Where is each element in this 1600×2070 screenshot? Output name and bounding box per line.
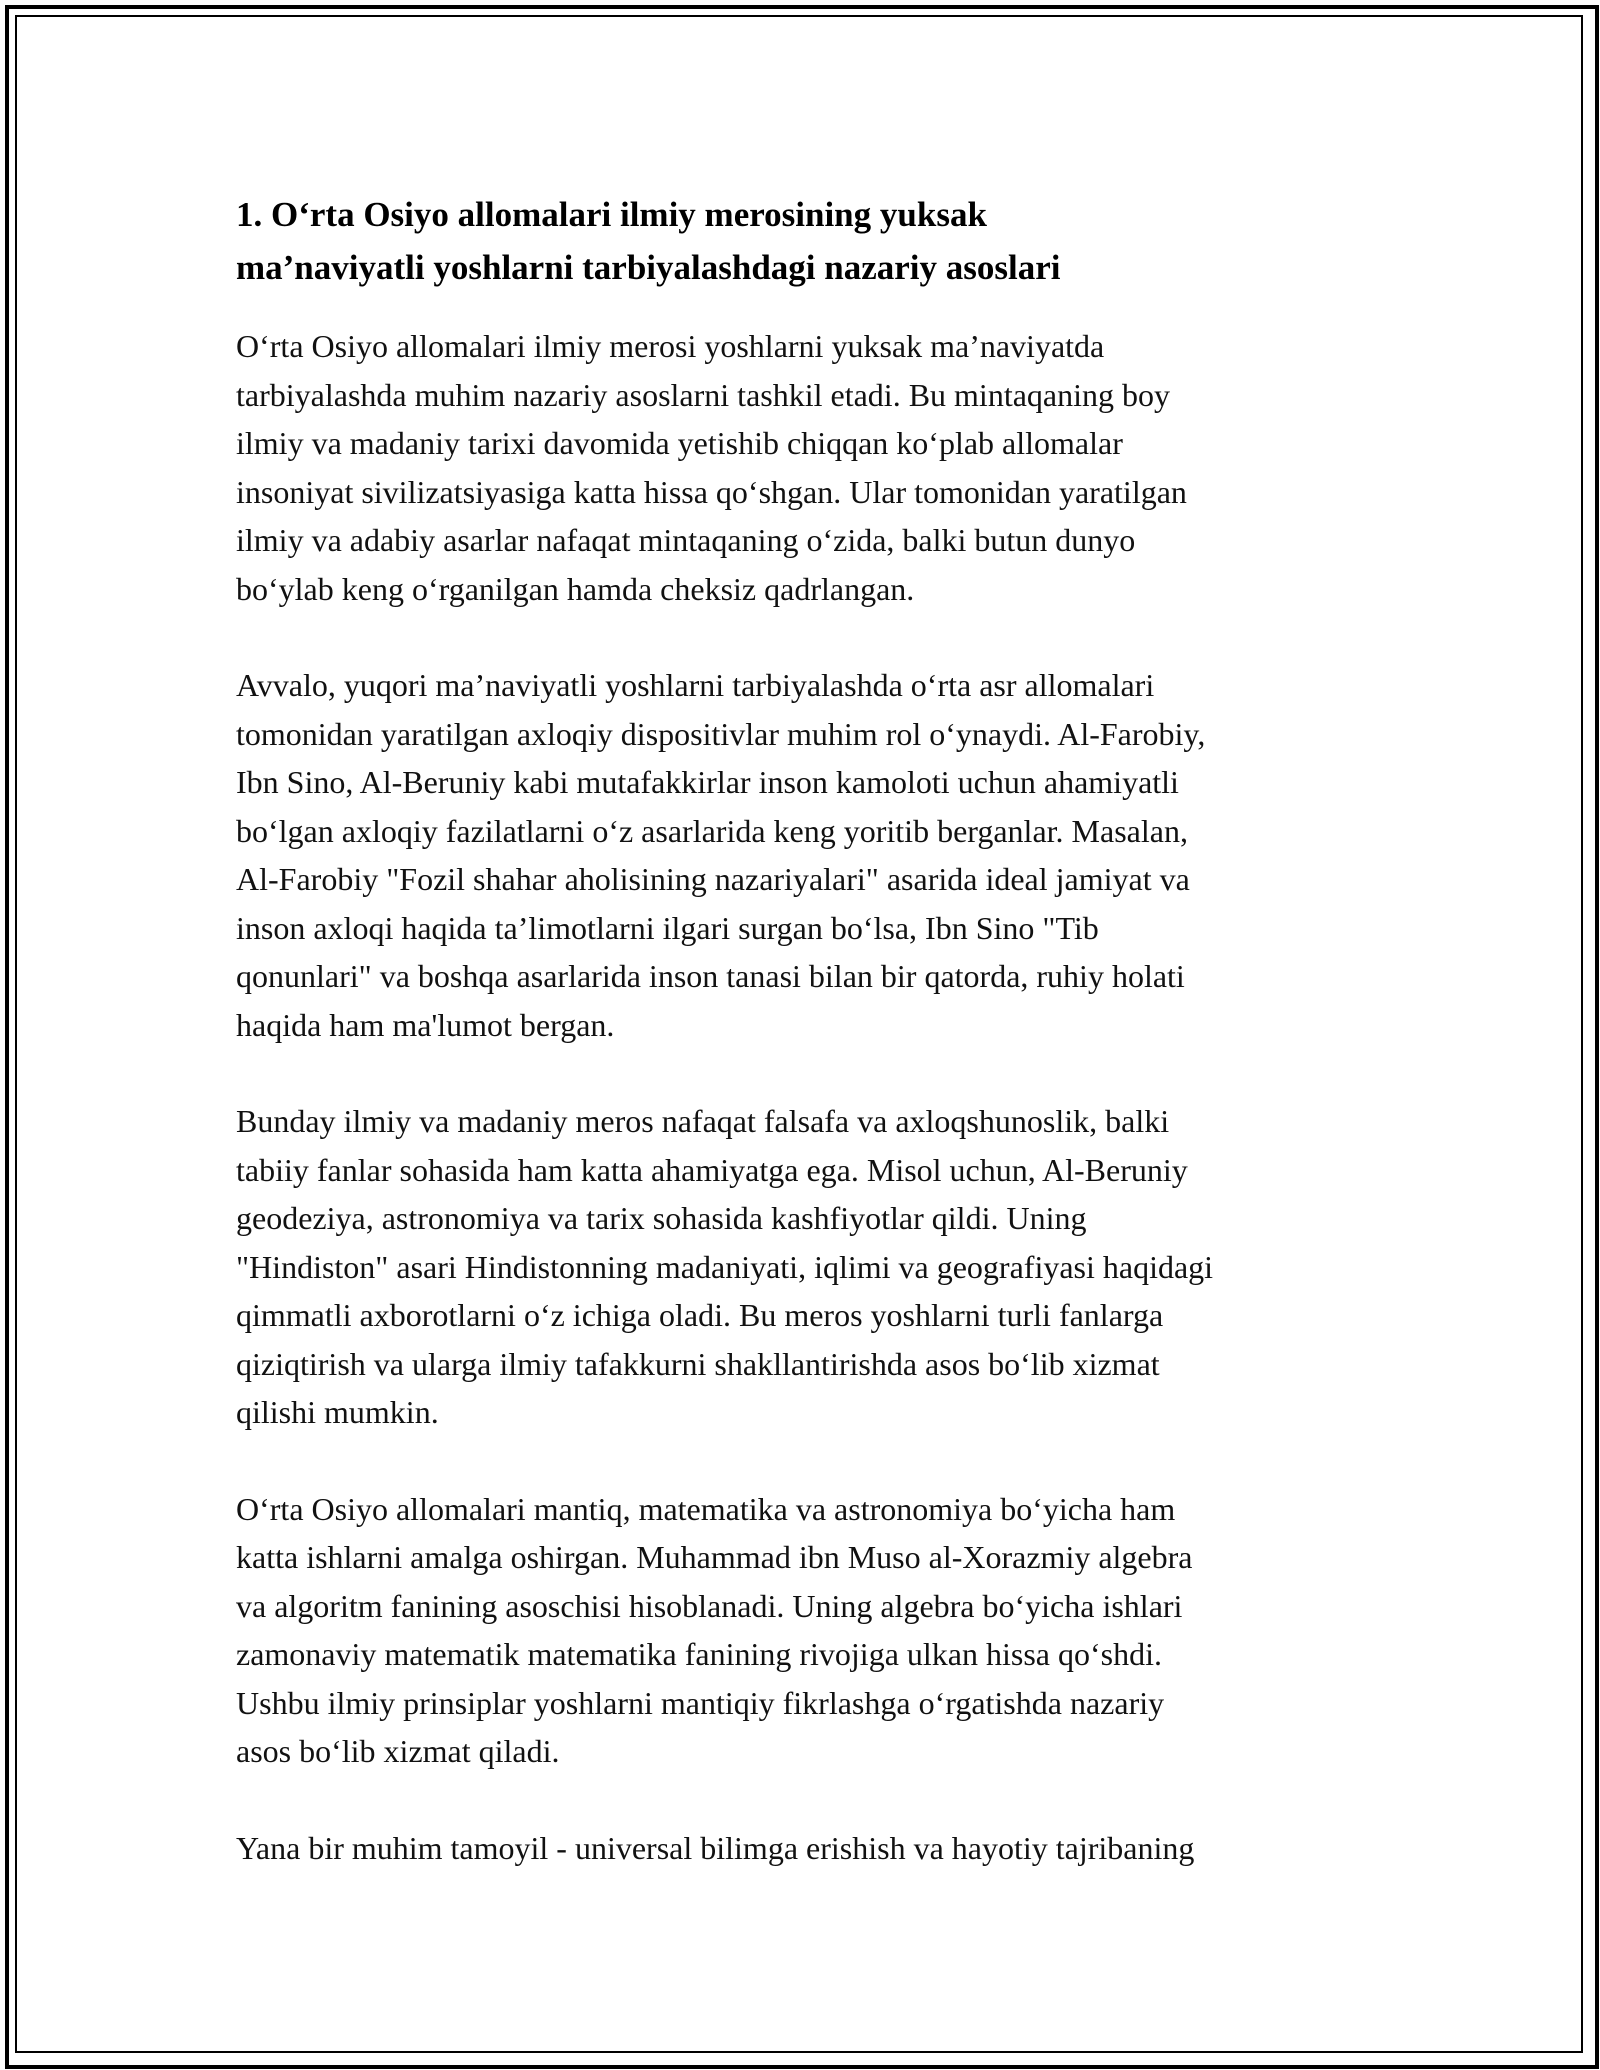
text-line: O‘rta Osiyo allomalari mantiq, matematika va astronomiya bo‘yicha ham	[236, 1490, 1176, 1527]
paragraph-natural-sciences	[236, 1097, 1396, 1437]
paragraph-mathematics	[236, 1485, 1396, 1776]
section-heading	[236, 188, 1396, 294]
text-line: zamonaviy matematik matematika fanining rivojiga ulkan hissa qo‘shdi.	[236, 1636, 1162, 1672]
document-body	[236, 188, 1396, 1920]
text-line: qiziqtirish va ularga ilmiy tafakkurni shakllantirishda asos bo‘lib xizmat	[236, 1345, 1160, 1382]
text-line: O‘rta Osiyo allomalari ilmiy merosi yoshlarni yuksak ma’naviyatda	[236, 328, 1105, 364]
paragraph-ethics	[236, 661, 1396, 1049]
text-line: qonunlari" va boshqa asarlarida inson tanasi bilan bir qatorda, ruhiy holati	[236, 958, 1185, 994]
text-line: ilmiy va adabiy asarlar nafaqat mintaqaning o‘zida, balki butun dunyo	[236, 522, 1136, 558]
text-line: tomonidan yaratilgan axloqiy dispositivlar muhim rol o‘ynaydi. Al-Farobiy,	[236, 715, 1206, 752]
text-line: Ushbu ilmiy prinsiplar yoshlarni mantiqiy fikrlashga o‘rgatishda nazariy	[236, 1684, 1165, 1721]
text-line: haqida ham ma'lumot bergan.	[236, 1006, 615, 1043]
text-line: Al-Farobiy "Fozil shahar aholisining nazariyalari" asarida ideal jamiyat va	[236, 861, 1190, 897]
text-line: katta ishlarni amalga oshirgan. Muhammad ibn Muso al-Xorazmiy algebra	[236, 1539, 1193, 1575]
paragraph-intro	[236, 322, 1396, 613]
text-line: tarbiyalashda muhim nazariy asoslarni tashkil etadi. Bu mintaqaning boy	[236, 376, 1170, 413]
text-line: Bunday ilmiy va madaniy meros nafaqat falsafa va axloqshunoslik, balki	[236, 1103, 1170, 1139]
text-line: qilishi mumkin.	[236, 1394, 439, 1430]
text-line: tabiiy fanlar sohasida ham katta ahamiyatga ega. Misol uchun, Al-Beruniy	[236, 1151, 1188, 1188]
text-line: inson axloqi haqida ta’limotlarni ilgari surgan bo‘lsa, Ibn Sino "Tib	[236, 909, 1099, 946]
text-line: ilmiy va madaniy tarixi davomida yetishib chiqqan ko‘plab allomalar	[236, 425, 1123, 461]
text-line: insoniyat sivilizatsiyasiga katta hissa qo‘shgan. Ular tomonidan yaratilgan	[236, 473, 1187, 510]
text-line: "Hindiston" asari Hindistonning madaniyati, iqlimi va geografiyasi haqidagi	[236, 1248, 1214, 1285]
text-line: qimmatli axborotlarni o‘z ichiga oladi. Bu meros yoshlarni turli fanlarga	[236, 1297, 1164, 1333]
heading-line: ma’naviyatli yoshlarni tarbiyalashdagi nazariy asoslari	[236, 248, 1061, 287]
text-line: geodeziya, astronomiya va tarix sohasida kashfiyotlar qildi. Uning	[236, 1200, 1087, 1236]
paragraph-universal-knowledge	[236, 1824, 1396, 1873]
text-line: va algoritm fanining asoschisi hisoblanadi. Uning algebra bo‘yicha ishlari	[236, 1587, 1183, 1624]
text-line: bo‘lgan axloqiy fazilatlarni o‘z asarlarida keng yoritib berganlar. Masalan,	[236, 812, 1188, 849]
text-line: Avvalo, yuqori ma’naviyatli yoshlarni tarbiyalashda o‘rta asr allomalari	[236, 667, 1155, 703]
text-line: Yana bir muhim tamoyil - universal bilimga erishish va hayotiy tajribaning	[236, 1829, 1195, 1866]
text-line: Ibn Sino, Al-Beruniy kabi mutafakkirlar inson kamoloti uchun ahamiyatli	[236, 764, 1179, 800]
heading-line: 1. O‘rta Osiyo allomalari ilmiy merosining yuksak	[236, 195, 987, 234]
text-line: bo‘ylab keng o‘rganilgan hamda cheksiz qadrlangan.	[236, 570, 915, 607]
text-line: asos bo‘lib xizmat qiladi.	[236, 1733, 560, 1769]
